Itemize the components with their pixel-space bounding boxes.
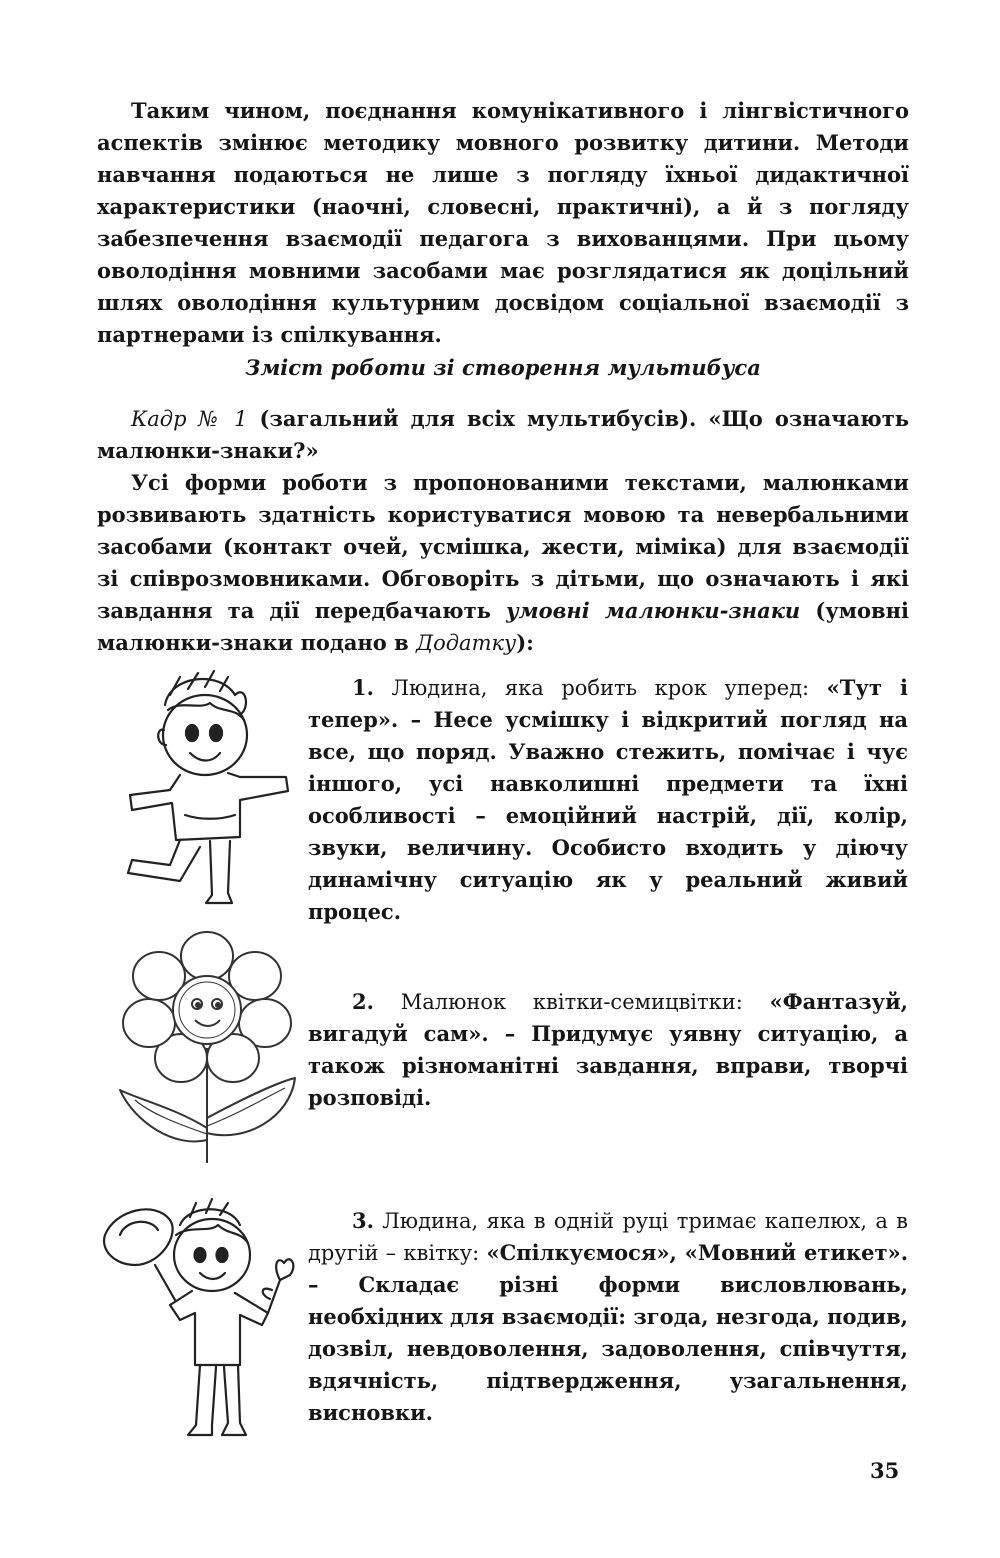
seven-color-flower-icon	[115, 928, 305, 1168]
item-number: 2.	[352, 989, 374, 1014]
forms-paragraph	[97, 467, 909, 659]
item-number: 3.	[352, 1208, 374, 1233]
forms-text-after: ):	[516, 630, 534, 655]
frame-paragraph	[97, 403, 909, 467]
item-number: 1.	[352, 675, 374, 700]
item-body: . – Складає різні форми висловлювань, необхідних для взаємодії: згода, незгода, подив, дозвіл, невдоволення, задоволення, співчуття, вдячність, підтвердження, узагальнення, висновки.	[308, 1240, 908, 1425]
intro-paragraph: Таким чином, поєднання комунікативного і лінгвістичного аспектів змінює методику мовного розвитку дитини. Методи навчання подаються не лише з погляду їхньої дидактичної характеристики (наочні, словесні, практичні), а й з погляду забезпечення взаємодії педагога з вихованцями. При цьому оволодіння мовними засобами має розглядатися як доцільний шлях оволодіння культурним досвідом соціальної взаємодії з партнерами із спілкування.	[97, 98, 909, 347]
section-heading: Зміст роботи зі створення мультибуса	[245, 355, 761, 380]
item-body: . – Придумує уявну ситуацію, а також різноманітні завдання, вправи, творчі розповіді.	[308, 1021, 908, 1110]
item-quote: «Тут і тепер»	[308, 675, 908, 732]
item-lead: Малюнок квітки-семицвітки:	[373, 990, 770, 1014]
list-item	[308, 986, 908, 1114]
boy-with-hat-and-flower-icon	[100, 1195, 300, 1445]
list-item	[308, 672, 908, 928]
page-number: 35	[870, 1458, 900, 1483]
forms-emphasis: умовні малюнки-знаки	[506, 598, 801, 623]
forms-text-middle: (умовні малюнки-знаки подано в	[97, 598, 909, 655]
boy-stepping-icon	[110, 665, 300, 910]
item-body: . – Несе усмішку і відкритий погляд на все, що поряд. Уважно стежить, помічає і чує іншого, усі навколишні предмети та їхні особливості – емоційний настрій, дії, колір, звуки, величину. Особисто входить у діючу динамічну ситуацію як у реальний живий процес.	[308, 707, 908, 924]
item-lead: Людина, яка в одній руці тримає капелюх, а в другій – квітку:	[308, 1209, 908, 1265]
item-lead: Людина, яка робить крок уперед:	[373, 676, 827, 700]
item-quote: «Фантазуй, вигадуй сам»	[308, 989, 908, 1046]
list-item	[308, 1205, 908, 1429]
forms-text-before: Усі форми роботи з пропонованими текстами, малюнками розвивають здатність користуватися мовою та невербальними засобами (контакт очей, усмішка, жести, міміка) для взаємодії зі співрозмовниками. Обговоріть з дітьми, що означають і які завдання та дії передбачають	[97, 470, 909, 623]
forms-appendix: Додатку	[416, 631, 517, 655]
item-quote: «Спілкуємося», «Мовний етикет»	[486, 1240, 901, 1265]
frame-text: (загальний для всіх мультибусів). «Що означають малюнки-знаки?»	[97, 406, 909, 463]
frame-label: Кадр № 1	[131, 407, 248, 431]
